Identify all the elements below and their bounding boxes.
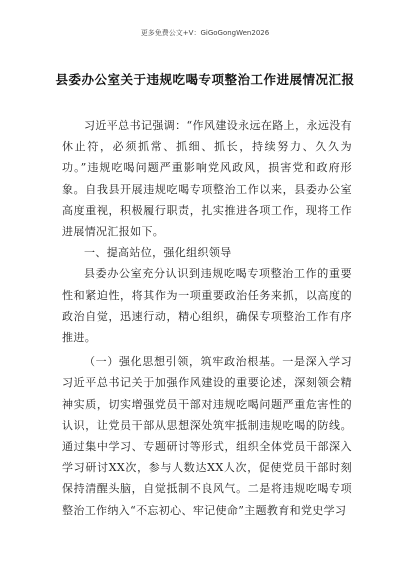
section-heading: 一、提高站位，强化组织领导 — [84, 246, 232, 260]
section-paragraph: 县委办公室充分认识到违规吃喝专项整治工作的重要性和紧迫性，将其作为一项重要政治任务来抓，以高度的政治自觉，迅速行动，精心组织，确保专项整治工作有序推进。 — [62, 267, 352, 345]
subsection-paragraph: （一）强化思想引领，筑牢政治根基。一是深入学习习近平总书记关于加强作风建设的重要论述，深刻领会精神实质，切实增强党员干部对违规吃喝问题严重危害性的认识，让党员干部从思想深处筑牢抵制违规吃喝的防线。通过集中学习、专题研讨等形式，组织全体党员干部深入学习研讨XX次，参与人数达XX人次，促使党员干部时刻保持清醒头脑，自觉抵制不良风气。二是将违规吃喝专项整治工作纳入“不忘初心、牢记使命”主题教育和党史学习 — [62, 355, 352, 517]
intro-paragraph: 习近平总书记强调：“作风建设永远在路上，永远没有休止符，必须抓常、抓细、抓长，持续努力、久久为功。”违规吃喝问题严重影响党风政风，损害党和政府形象。自我县开展违规吃喝专项整治工作以来，县委办公室高度重视，积极履行职责，扎实推进各项工作，现将工作进展情况汇报如下。 — [62, 119, 352, 239]
document-body — [62, 115, 352, 521]
document-title: 县委办公室关于违规吃喝专项整治工作进展情况汇报 — [55, 72, 355, 87]
header-note: 更多免费公文+V：GiGoGongWen2026 — [140, 29, 270, 37]
